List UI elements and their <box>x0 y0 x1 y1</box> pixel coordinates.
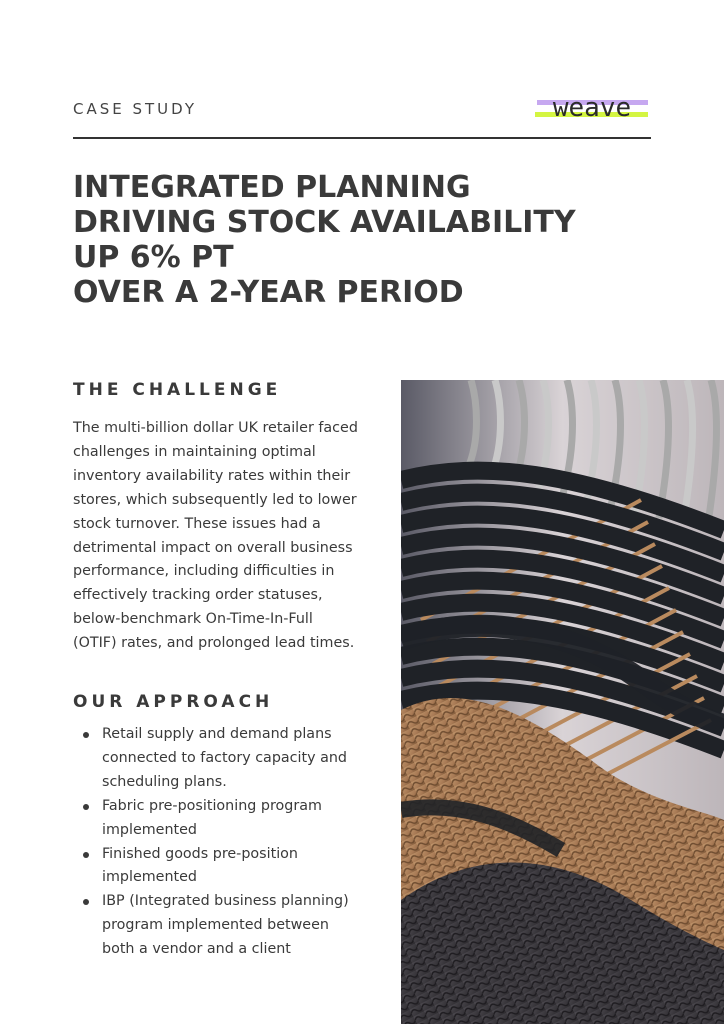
weave-logo <box>535 94 650 124</box>
title-line: UP 6% PT <box>73 240 234 275</box>
challenge-line: (OTIF) rates, and prolonged lead times. <box>73 635 355 652</box>
title-line: INTEGRATED PLANNING <box>73 170 471 205</box>
sweaters-on-hangers-photo <box>401 380 724 1024</box>
approach-item <box>102 890 412 962</box>
approach-item-line: Fabric pre-positioning program <box>102 797 322 814</box>
case-study-kicker: CASE STUDY <box>73 100 198 118</box>
header-rule <box>73 137 651 139</box>
challenge-line: detrimental impact on overall business <box>73 539 353 556</box>
approach-item <box>102 795 412 843</box>
title-line: DRIVING STOCK AVAILABILITY <box>73 205 576 240</box>
approach-item-line: Retail supply and demand plans <box>102 726 332 742</box>
title-line: OVER A 2-YEAR PERIOD <box>73 275 464 310</box>
challenge-line: performance, including difficulties in <box>73 563 335 580</box>
challenge-line: stores, which subsequently led to lower <box>73 491 357 508</box>
logo-wordmark: weave <box>552 94 632 123</box>
approach-item <box>102 843 412 891</box>
approach-item-line: implemented <box>102 821 198 838</box>
challenge-heading: THE CHALLENGE <box>73 380 282 400</box>
approach-item-line: program implemented between <box>102 917 329 934</box>
challenge-line: effectively tracking order statuses, <box>73 587 323 604</box>
approach-item-line: connected to factory capacity and <box>102 749 347 766</box>
approach-item-line: IBP (Integrated business planning) <box>102 893 349 910</box>
approach-item-line: both a vendor and a client <box>102 941 291 958</box>
challenge-line: The multi-billion dollar UK retailer faced <box>73 420 358 436</box>
approach-item-line: Finished goods pre-position <box>102 845 298 862</box>
challenge-line: challenges in maintaining optimal <box>73 443 316 460</box>
approach-item-line: implemented <box>102 869 198 886</box>
challenge-body <box>73 417 385 656</box>
challenge-line: below-benchmark On-Time-In-Full <box>73 611 313 628</box>
approach-heading: OUR APPROACH <box>73 692 274 712</box>
page-title <box>73 170 633 310</box>
approach-item-line: scheduling plans. <box>102 773 227 790</box>
challenge-line: stock turnover. These issues had a <box>73 515 321 532</box>
approach-list <box>73 723 412 962</box>
approach-item <box>102 723 412 795</box>
challenge-line: inventory availability rates within their <box>73 467 351 484</box>
